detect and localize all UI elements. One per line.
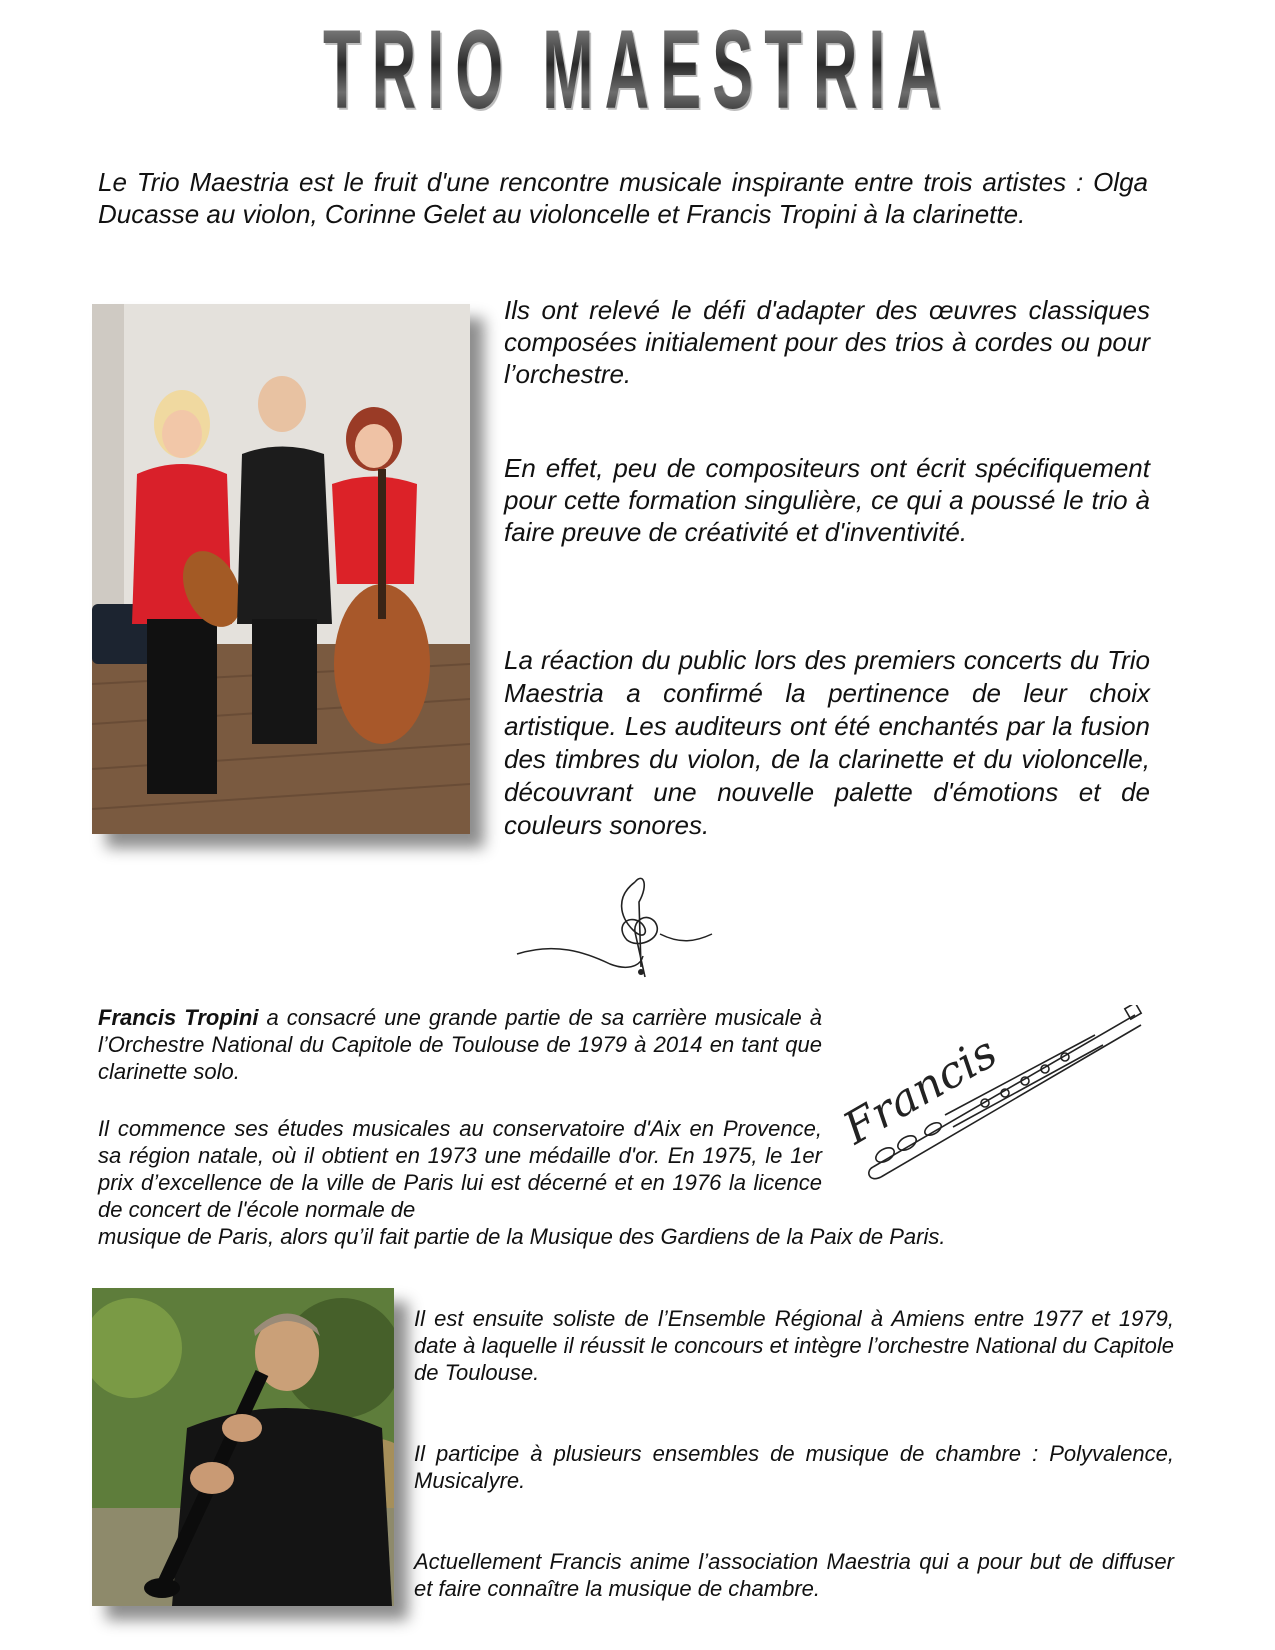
right-paragraph-1: Ils ont relevé le défi d'adapter des œuvres classiques composées initialement pour des trios à cordes ou pour l’orchestre.	[504, 295, 1150, 389]
page-title: TRIO MAESTRIA	[287, 14, 988, 126]
right-paragraph-3: La réaction du public lors des premiers concerts du Trio Maestria a confirmé la pertinence de leur choix artistique. Les auditeurs ont été enchantés par la fusion des timbres du violon, de la clarinette et du violoncelle, découvrant une nouvelle palette d'émotions et de couleurs sonores.	[504, 645, 1150, 840]
francis-bio-1	[98, 1004, 822, 1085]
francis-name: Francis Tropini	[98, 1005, 259, 1030]
clarinet-drawing-icon	[835, 1005, 1145, 1185]
francis-bio-2: Il commence ses études musicales au conservatoire d'Aix en Provence, sa région natale, où il obtient en 1973 une médaille d'or. En 1975, le 1er prix d’excellence de la ville de Paris lui est décerné et en 1976 la licence de concert de l'école normale de	[98, 1116, 822, 1222]
signature-text: Francis	[835, 1026, 1006, 1155]
francis-photo	[92, 1288, 394, 1606]
bottom-paragraph-2: Il participe à plusieurs ensembles de musique de chambre : Polyvalence, Musicalyre.	[414, 1441, 1174, 1493]
trio-photo	[92, 304, 470, 834]
treble-clef-icon	[515, 872, 715, 982]
francis-bio-1-text: a consacré une grande partie de sa carrière musicale à l’Orchestre National du Capitole de Toulouse de 1979 à 2014 en tant que clarinette solo.	[98, 1005, 822, 1084]
trio-photo-illustration	[92, 304, 470, 834]
francis-bio-2-last-line: musique de Paris, alors qu’il fait partie de la Musique des Gardiens de la Paix de Paris.	[98, 1224, 946, 1249]
intro-paragraph: Le Trio Maestria est le fruit d'une rencontre musicale inspirante entre trois artistes : Olga Ducasse au violon, Corinne Gelet au violoncelle et Francis Tropini à la clarinette.	[98, 167, 1148, 229]
francis-photo-illustration	[92, 1288, 394, 1606]
bottom-paragraph-1: Il est ensuite soliste de l’Ensemble Régional à Amiens entre 1977 et 1979, date à laquelle il réussit le concours et intègre l’orchestre National du Capitole de Toulouse.	[414, 1306, 1174, 1385]
right-paragraph-2: En effet, peu de compositeurs ont écrit spécifiquement pour cette formation singulière, ce qui a poussé le trio à faire preuve de créativité et d'inventivité.	[504, 453, 1150, 547]
bottom-paragraph-3: Actuellement Francis anime l’association Maestria qui a pour but de diffuser et faire connaître la musique de chambre.	[414, 1549, 1174, 1601]
